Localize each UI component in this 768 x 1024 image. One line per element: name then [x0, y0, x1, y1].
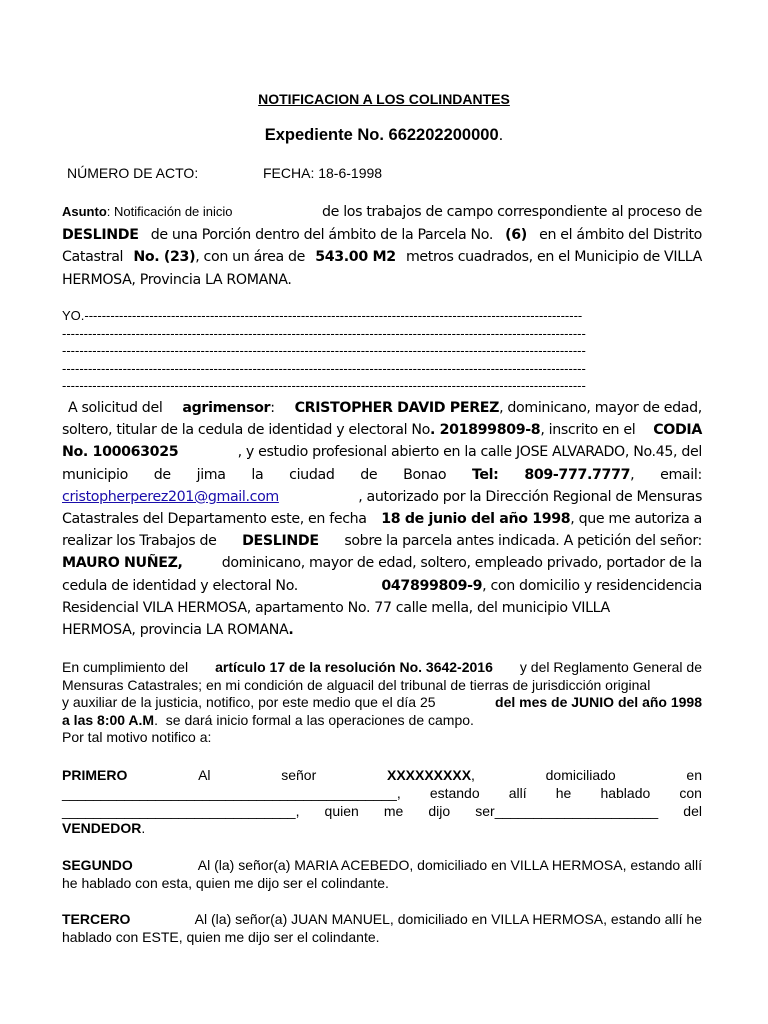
- asunto-line-4: HERMOSA, Provincia LA ROMANA.: [62, 271, 292, 288]
- segundo-line-2: he hablado con esta, quien me dijo ser el colindante.: [62, 875, 389, 891]
- cumplimiento-line-3: y auxiliar de la justicia, notifico, por este medio que el día 25 del mes de JUNIO del año 1998: [62, 694, 702, 711]
- primero-paragraph: [62, 767, 702, 838]
- dash-line: -------------------------------------------------------------------------------------------------------------------------: [62, 325, 586, 341]
- asunto-intro: Notificación de inicio: [114, 204, 233, 219]
- solicitud-paragraph: [62, 397, 702, 641]
- tercero-label: TERCERO: [62, 911, 131, 927]
- blank-dash-lines: [62, 307, 702, 395]
- solicitud-line-6: Catastrales del Departamento este, en fecha 18 de junio del año 1998, que me autoriza a: [62, 511, 702, 528]
- cumplimiento-line-4: a las 8:00 A.M . se dará inicio formal a las operaciones de campo.: [62, 711, 474, 728]
- solicitud-line-2: soltero, titular de la cedula de identidad y electoral No. 201899809-8, inscrito en el CODIA: [62, 422, 702, 439]
- asunto-label: Asunto: [62, 204, 107, 219]
- email-link[interactable]: cristopherperez201@gmail.com: [62, 488, 279, 505]
- acto-label: NÚMERO DE ACTO:: [67, 165, 199, 181]
- primero-name: XXXXXXXXX: [386, 767, 472, 783]
- solicitud-line-9: cedula de identidad y electoral No. 047899809-9, con domicilio y residencidencia: [62, 577, 702, 594]
- dash-line: -------------------------------------------------------------------------------------------------------------------------: [62, 343, 586, 359]
- fecha-label: FECHA: 18-6-1998: [263, 165, 383, 181]
- solicitud-line-4: municipio de jima la ciudad de Bonao Tel: 809-777.7777, email:: [62, 466, 702, 483]
- cumplimiento-line-2: Mensuras Catastrales; en mi condición de alguacil del tribunal de tierras de jurisdicción original: [62, 676, 651, 693]
- solicitud-line-11: HERMOSA, provincia LA ROMANA .: [62, 622, 294, 639]
- tercero-line-2: hablado con ESTE, quien me dijo ser el colindante.: [62, 929, 380, 945]
- solicitud-line-10: Residencial VILA HERMOSA, apartamento No. 77 calle mella, del municipio VILLA: [62, 599, 610, 616]
- primero-line-1: PRIMERO Al señor XXXXXXXXX, domiciliado en: [62, 767, 702, 783]
- tercero-paragraph: [62, 910, 702, 946]
- cumplimiento-line-5: Por tal motivo notifico a:: [62, 729, 212, 746]
- solicitud-line-3: No. 100063025 , y estudio profesional abierto en la calle JOSE ALVARADO, No.45, del: [62, 444, 702, 461]
- asunto-line-2: DESLINDE de una Porción dentro del ámbito de la Parcela No. (6) en el ámbito del Distrito: [62, 226, 702, 243]
- expediente-end: .: [498, 126, 504, 144]
- segundo-label: SEGUNDO: [62, 857, 133, 873]
- blank-underline: ______________________________: [62, 802, 296, 819]
- document-title: NOTIFICACION A LOS COLINDANTES: [258, 91, 510, 107]
- asunto-line-3: Catastral No. (23), con un área de 543.00 M2 metros cuadrados, en el Municipio de VILLA: [62, 249, 702, 265]
- asunto-paragraph: [62, 201, 702, 291]
- solicitud-line-7: realizar los Trabajos de DESLINDE sobre la parcela antes indicada. A petición del señor:: [62, 533, 702, 550]
- expediente-line: [0, 126, 768, 145]
- primero-line-3: ______________________________, quien me dijo ser_____________________ del: [62, 802, 702, 819]
- segundo-paragraph: [62, 856, 702, 892]
- cumplimiento-line-1: En cumplimiento del artículo 17 de la resolución No. 3642-2016 y del Reglamento General de: [62, 659, 702, 675]
- solicitud-line-1: A solicitud del agrimensor: CRISTOPHER DAVID PEREZ, dominicano, mayor de edad,: [68, 400, 702, 416]
- cumplimiento-paragraph: [62, 659, 702, 747]
- dash-line: -------------------------------------------------------------------------------------------------------------------------: [62, 360, 586, 376]
- blank-underline: ___________________________________________: [62, 784, 397, 801]
- primero-label: PRIMERO: [62, 767, 128, 783]
- primero-line-2: ___________________________________________, estando allí he hablado con: [62, 784, 702, 801]
- expediente-number: Expediente No. 662202200000: [264, 126, 499, 144]
- segundo-line-1: SEGUNDO Al (la) señor(a) MARIA ACEBEDO, domiciliado en VILLA HERMOSA, estando allí: [62, 857, 702, 873]
- dash-line: -------------------------------------------------------------------------------------------------------------------------: [62, 378, 586, 394]
- solicitud-line-5: cristopherperez201@gmail.com , autorizado por la Dirección Regional de Mensuras: [62, 486, 702, 508]
- tercero-line-1: TERCERO Al (la) señor(a) JUAN MANUEL, domiciliado en VILLA HERMOSA, estando allí he: [62, 911, 702, 927]
- asunto-line-1: Asunto: Notificación de inicio de los trabajos de campo correspondiente al proceso de: [62, 204, 702, 220]
- primero-line-4: VENDEDOR .: [62, 820, 146, 837]
- yo-dash-line: YO.-------------------------------------------------------------------------------------------------------------------: [62, 308, 583, 323]
- solicitud-line-8: MAURO NUÑEZ, dominicano, mayor de edad, soltero, empleado privado, portador de la: [62, 555, 702, 572]
